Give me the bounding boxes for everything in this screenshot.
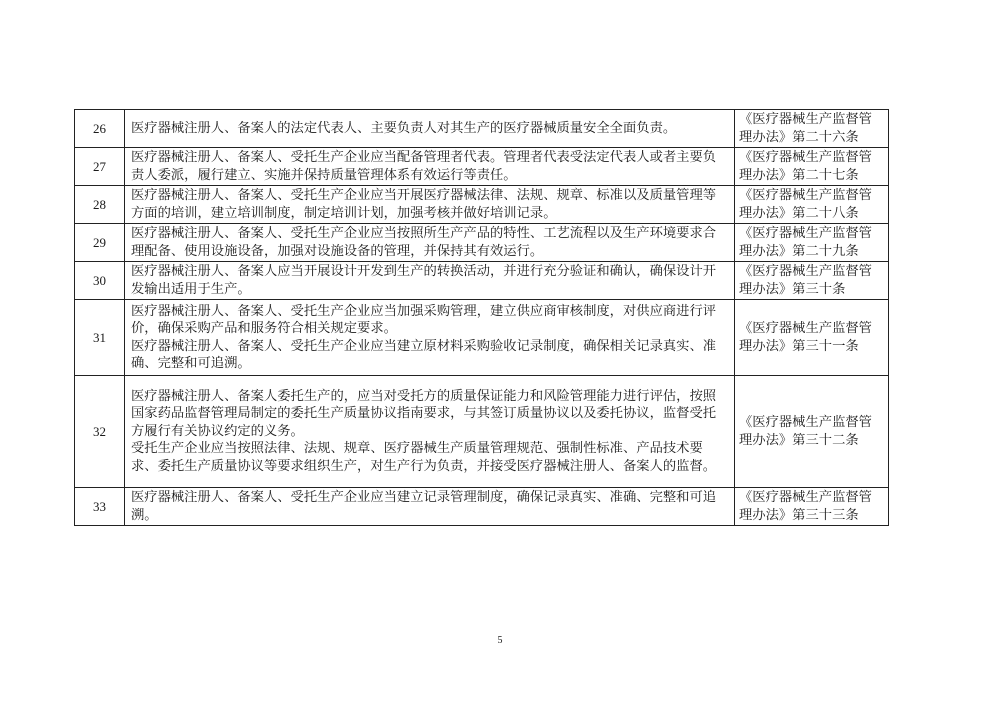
- table-row: [75, 186, 889, 224]
- requirement-cell: [125, 376, 735, 488]
- requirement-text: 医疗器械注册人、备案人委托生产的，应当对受托方的质量保证能力和风险管理能力进行评估，按照国家药品监督管理局制定的委托生产质量协议指南要求，与其签订质量协议以及委托协议，监督受托方履行有关协议约定的义务。: [131, 388, 717, 439]
- row-number: 30: [75, 262, 125, 300]
- requirement-cell: [125, 186, 735, 224]
- requirement-text: 医疗器械注册人、备案人、受托生产企业应当开展医疗器械法律、法规、规章、标准以及质量管理等方面的培训，建立培训制度，制定培训计划，加强考核并做好培训记录。: [131, 188, 717, 221]
- requirement-cell: [125, 110, 735, 148]
- table-row: [75, 148, 889, 186]
- legal-basis: 《医疗器械生产监督管理办法》第三十二条: [735, 376, 889, 488]
- requirement-cell: [125, 262, 735, 300]
- requirement-cell: [125, 300, 735, 376]
- table-row: [75, 224, 889, 262]
- requirement-text: 医疗器械注册人、备案人、受托生产企业应当建立原材料采购验收记录制度，确保相关记录真实、准确、完整和可追溯。: [131, 338, 717, 371]
- page-number: 5: [497, 635, 503, 646]
- requirement-text: 医疗器械注册人、备案人、受托生产企业应当配备管理者代表。管理者代表受法定代表人或者主要负责人委派，履行建立、实施并保持质量管理体系有效运行等责任。: [131, 150, 717, 183]
- legal-basis: 《医疗器械生产监督管理办法》第二十九条: [735, 224, 889, 262]
- table-row: [75, 110, 889, 148]
- legal-basis: 《医疗器械生产监督管理办法》第二十七条: [735, 148, 889, 186]
- requirement-text: 医疗器械注册人、备案人应当开展设计开发到生产的转换活动，并进行充分验证和确认，确保设计开发输出适用于生产。: [131, 264, 717, 297]
- row-number: 28: [75, 186, 125, 224]
- table-row: [75, 262, 889, 300]
- requirement-text: 医疗器械注册人、备案人、受托生产企业应当建立记录管理制度，确保记录真实、准确、完整和可追溯。: [131, 490, 717, 523]
- table-row: [75, 300, 889, 376]
- table-row: [75, 488, 889, 526]
- requirement-cell: [125, 488, 735, 526]
- row-number: 27: [75, 148, 125, 186]
- requirement-text: 医疗器械注册人、备案人、受托生产企业应当加强采购管理，建立供应商审核制度，对供应商进行评价，确保采购产品和服务符合相关规定要求。: [131, 303, 717, 336]
- table-row: [75, 376, 889, 488]
- regulation-table-body: [75, 110, 889, 526]
- legal-basis: 《医疗器械生产监督管理办法》第三十三条: [735, 488, 889, 526]
- requirement-text: 医疗器械注册人、备案人的法定代表人、主要负责人对其生产的医疗器械质量安全全面负责。: [131, 120, 677, 136]
- row-number: 26: [75, 110, 125, 148]
- legal-basis: 《医疗器械生产监督管理办法》第三十一条: [735, 300, 889, 376]
- legal-basis: 《医疗器械生产监督管理办法》第二十六条: [735, 110, 889, 148]
- row-number: 32: [75, 376, 125, 488]
- requirement-cell: [125, 224, 735, 262]
- row-number: 29: [75, 224, 125, 262]
- requirement-text: 受托生产企业应当按照法律、法规、规章、医疗器械生产质量管理规范、强制性标准、产品技术要求、委托生产质量协议等要求组织生产，对生产行为负责，并接受医疗器械注册人、备案人的监督。: [131, 441, 717, 474]
- row-number: 31: [75, 300, 125, 376]
- legal-basis: 《医疗器械生产监督管理办法》第二十八条: [735, 186, 889, 224]
- row-number: 33: [75, 488, 125, 526]
- legal-basis: 《医疗器械生产监督管理办法》第三十条: [735, 262, 889, 300]
- regulation-table: [74, 109, 889, 526]
- requirement-text: 医疗器械注册人、备案人、受托生产企业应当按照所生产产品的特性、工艺流程以及生产环境要求合理配备、使用设施设备，加强对设施设备的管理，并保持其有效运行。: [131, 226, 717, 259]
- requirement-cell: [125, 148, 735, 186]
